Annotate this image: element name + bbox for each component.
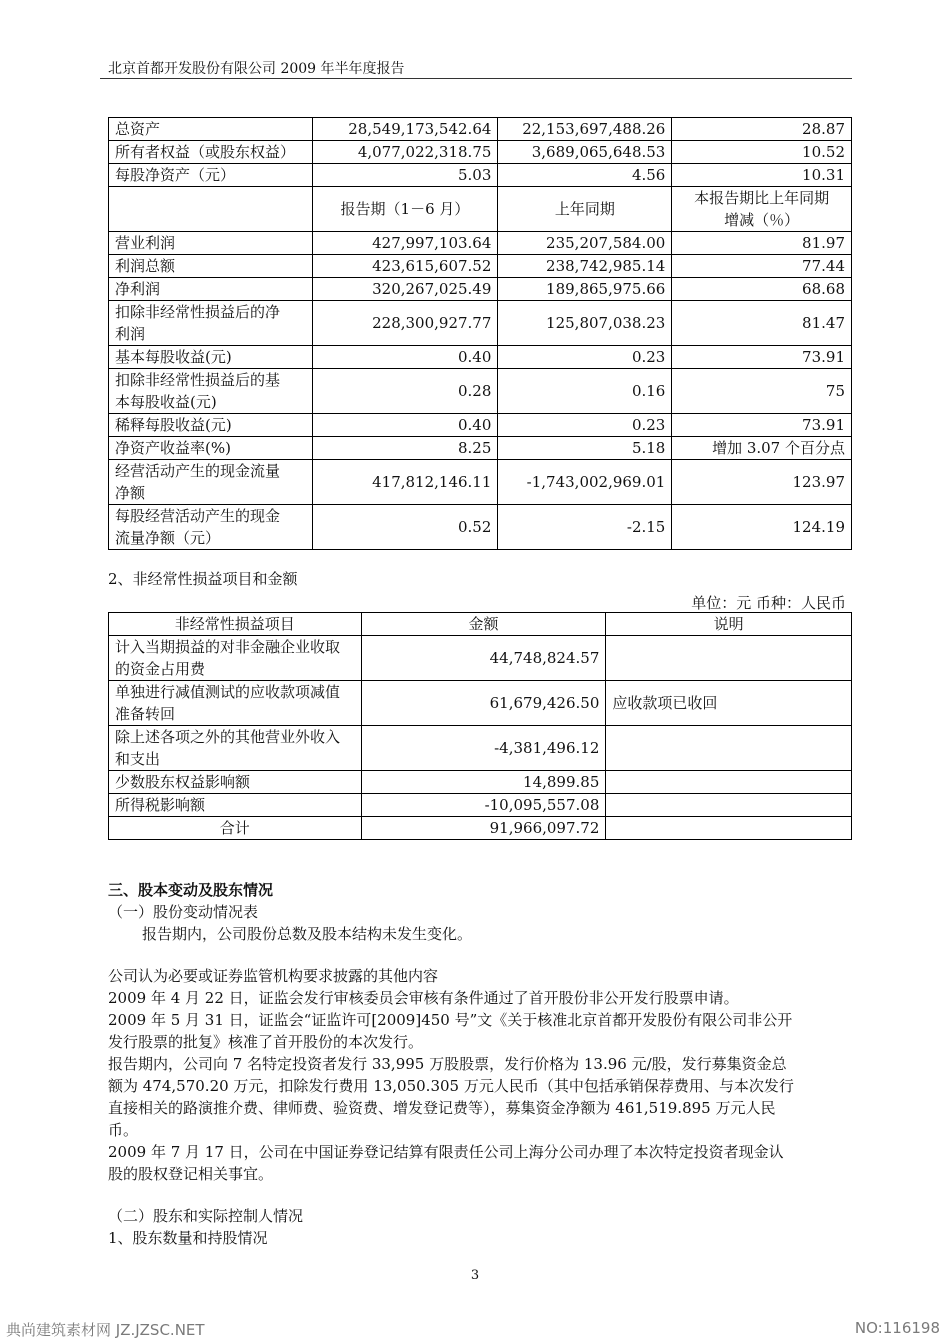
label-line: 准备转回 [115, 705, 176, 723]
row-label: 所有者权益（或股东权益） [109, 141, 313, 164]
section-title: 2、非经常性损益项目和金额 [108, 570, 298, 588]
label-line: 的资金占用费 [115, 660, 206, 678]
label-line: 计入当期损益的对非金融企业收取 [115, 638, 341, 656]
cell-amount: -10,095,557.08 [361, 794, 606, 817]
paragraph-line: 币。 [108, 1121, 139, 1139]
table-row [109, 771, 852, 794]
row-label: 基本每股收益(元) [109, 346, 313, 369]
label-line: 经营活动产生的现金流量 [115, 462, 281, 480]
table-row [109, 369, 852, 414]
cell-value: 235,207,584.00 [498, 232, 672, 255]
cell-note: 应收款项已收回 [606, 681, 852, 726]
cell-value: 423,615,607.52 [312, 255, 498, 278]
column-header: 非经常性损益项目 [109, 613, 362, 636]
cell-amount: 61,679,426.50 [361, 681, 606, 726]
cell-value: 0.28 [312, 369, 498, 414]
column-header-change [672, 187, 852, 232]
table-row [109, 460, 852, 505]
table-header-row [109, 613, 852, 636]
subsection-title: （二）股东和实际控制人情况 [108, 1207, 304, 1225]
cell-value: 81.47 [672, 301, 852, 346]
cell-value: 3,689,065,648.53 [498, 141, 672, 164]
cell-value: 4.56 [498, 164, 672, 187]
total-label: 合计 [109, 817, 362, 840]
table-row [109, 414, 852, 437]
empty-cell [606, 817, 852, 840]
paragraph-line: 2009 年 5 月 31 日，证监会“证监许可[2009]450 号”文《关于核准北京首都开发股份有限公司非公开 [108, 1011, 793, 1029]
table-row [109, 505, 852, 550]
cell-value: 125,807,038.23 [498, 301, 672, 346]
section-heading: 三、股本变动及股东情况 [108, 881, 274, 899]
cell-value: 320,267,025.49 [312, 278, 498, 301]
cell-value: -1,743,002,969.01 [498, 460, 672, 505]
row-label: 稀释每股收益(元) [109, 414, 313, 437]
cell-value: 77.44 [672, 255, 852, 278]
row-label: 营业利润 [109, 232, 313, 255]
cell-note [606, 771, 852, 794]
row-label: 利润总额 [109, 255, 313, 278]
table-row [109, 346, 852, 369]
paragraph: 2009 年 4 月 22 日，证监会发行审核委员会审核有条件通过了首开股份非公开发行股票申请。 [108, 989, 739, 1007]
table-row [109, 164, 852, 187]
cell-value: 189,865,975.66 [498, 278, 672, 301]
label-line: 和支出 [115, 750, 161, 768]
column-header: 金额 [361, 613, 606, 636]
cell-value: 28,549,173,542.64 [312, 118, 498, 141]
report-header: 北京首都开发股份有限公司 2009 年半年度报告 [108, 61, 405, 77]
row-label [109, 460, 313, 505]
cell-value: 0.23 [498, 414, 672, 437]
table-row [109, 636, 852, 681]
cell-value: 4,077,022,318.75 [312, 141, 498, 164]
cell-value: 8.25 [312, 437, 498, 460]
header-line: 本报告期比上年同期 [694, 189, 830, 207]
cell-value: 0.16 [498, 369, 672, 414]
label-line: 除上述各项之外的其他营业外收入 [115, 728, 341, 746]
cell-value: 10.52 [672, 141, 852, 164]
table-row [109, 232, 852, 255]
table-row [109, 141, 852, 164]
label-line: 利润 [115, 325, 146, 343]
cell-value: 0.23 [498, 346, 672, 369]
table-row [109, 301, 852, 346]
row-label [109, 681, 362, 726]
cell-value: 417,812,146.11 [312, 460, 498, 505]
cell-value: 28.87 [672, 118, 852, 141]
row-label [109, 301, 313, 346]
row-label [109, 369, 313, 414]
header-divider [100, 78, 852, 79]
cell-value: 0.52 [312, 505, 498, 550]
table-total-row [109, 817, 852, 840]
cell-value: 增加 3.07 个百分点 [672, 437, 852, 460]
total-amount: 91,966,097.72 [361, 817, 606, 840]
cell-value: 123.97 [672, 460, 852, 505]
cell-value: -2.15 [498, 505, 672, 550]
cell-value: 0.40 [312, 414, 498, 437]
watermark-right: NO:116198 [854, 1319, 940, 1337]
paragraph: 报告期内，公司股份总数及股本结构未发生变化。 [142, 925, 473, 943]
column-header-prior: 上年同期 [498, 187, 672, 232]
cell-value: 10.31 [672, 164, 852, 187]
cell-amount: 44,748,824.57 [361, 636, 606, 681]
subsection-title: 1、股东数量和持股情况 [108, 1229, 268, 1247]
cell-value: 5.18 [498, 437, 672, 460]
cell-value: 5.03 [312, 164, 498, 187]
column-header-period: 报告期（1－6 月） [312, 187, 498, 232]
cell-value: 68.68 [672, 278, 852, 301]
table-row [109, 681, 852, 726]
header-line: 增减（％） [724, 211, 800, 229]
label-line: 流量净额（元） [115, 529, 221, 547]
table-row [109, 794, 852, 817]
cell-value: 228,300,927.77 [312, 301, 498, 346]
cell-value: 73.91 [672, 414, 852, 437]
table-row [109, 437, 852, 460]
row-label: 所得税影响额 [109, 794, 362, 817]
row-label: 少数股东权益影响额 [109, 771, 362, 794]
cell-value: 75 [672, 369, 852, 414]
label-line: 本每股收益(元) [115, 393, 217, 411]
cell-note [606, 726, 852, 771]
table-row [109, 255, 852, 278]
financial-summary-table [108, 117, 852, 550]
nonrecurring-items-table [108, 612, 852, 840]
paragraph-title: 公司认为必要或证券监管机构要求披露的其他内容 [108, 967, 439, 985]
table-row [109, 726, 852, 771]
row-label: 净资产收益率(%) [109, 437, 313, 460]
paragraph-line: 股的股权登记相关事宜。 [108, 1165, 274, 1183]
row-label [109, 726, 362, 771]
empty-cell [109, 187, 313, 232]
label-line: 净额 [115, 484, 146, 502]
label-line: 扣除非经常性损益后的基 [115, 371, 281, 389]
table-subheader-row [109, 187, 852, 232]
cell-value: 81.97 [672, 232, 852, 255]
cell-value: 0.40 [312, 346, 498, 369]
cell-value: 124.19 [672, 505, 852, 550]
subsection-title: （一）股份变动情况表 [108, 903, 259, 921]
watermark-left: 典尚建筑素材网 JZ.JZSC.NET [6, 1321, 205, 1339]
cell-value: 427,997,103.64 [312, 232, 498, 255]
page-number: 3 [470, 1268, 480, 1283]
paragraph-line: 额为 474,570.20 万元，扣除发行费用 13,050.305 万元人民币（其中包括承销保荐费用、与本次发行 [108, 1077, 794, 1095]
row-label: 总资产 [109, 118, 313, 141]
row-label: 每股净资产（元） [109, 164, 313, 187]
cell-amount: -4,381,496.12 [361, 726, 606, 771]
paragraph-line: 发行股票的批复》核准了首开股份的本次发行。 [108, 1033, 424, 1051]
label-line: 扣除非经常性损益后的净 [115, 303, 281, 321]
column-header: 说明 [606, 613, 852, 636]
cell-note [606, 794, 852, 817]
table-row [109, 118, 852, 141]
paragraph-line: 直接相关的路演推介费、律师费、验资费、增发登记费等），募集资金净额为 461,519.895 万元人民 [108, 1099, 776, 1117]
unit-note: 单位：元 币种：人民币 [691, 594, 846, 612]
cell-value: 22,153,697,488.26 [498, 118, 672, 141]
table-row [109, 278, 852, 301]
label-line: 每股经营活动产生的现金 [115, 507, 281, 525]
paragraph-line: 2009 年 7 月 17 日，公司在中国证券登记结算有限责任公司上海分公司办理了本次特定投资者现金认 [108, 1143, 784, 1161]
row-label: 净利润 [109, 278, 313, 301]
paragraph-line: 报告期内，公司向 7 名特定投资者发行 33,995 万股股票，发行价格为 13.96 元/股，发行募集资金总 [108, 1055, 787, 1073]
cell-value: 238,742,985.14 [498, 255, 672, 278]
row-label [109, 636, 362, 681]
cell-amount: 14,899.85 [361, 771, 606, 794]
label-line: 单独进行减值测试的应收款项减值 [115, 683, 341, 701]
cell-value: 73.91 [672, 346, 852, 369]
cell-note [606, 636, 852, 681]
row-label [109, 505, 313, 550]
